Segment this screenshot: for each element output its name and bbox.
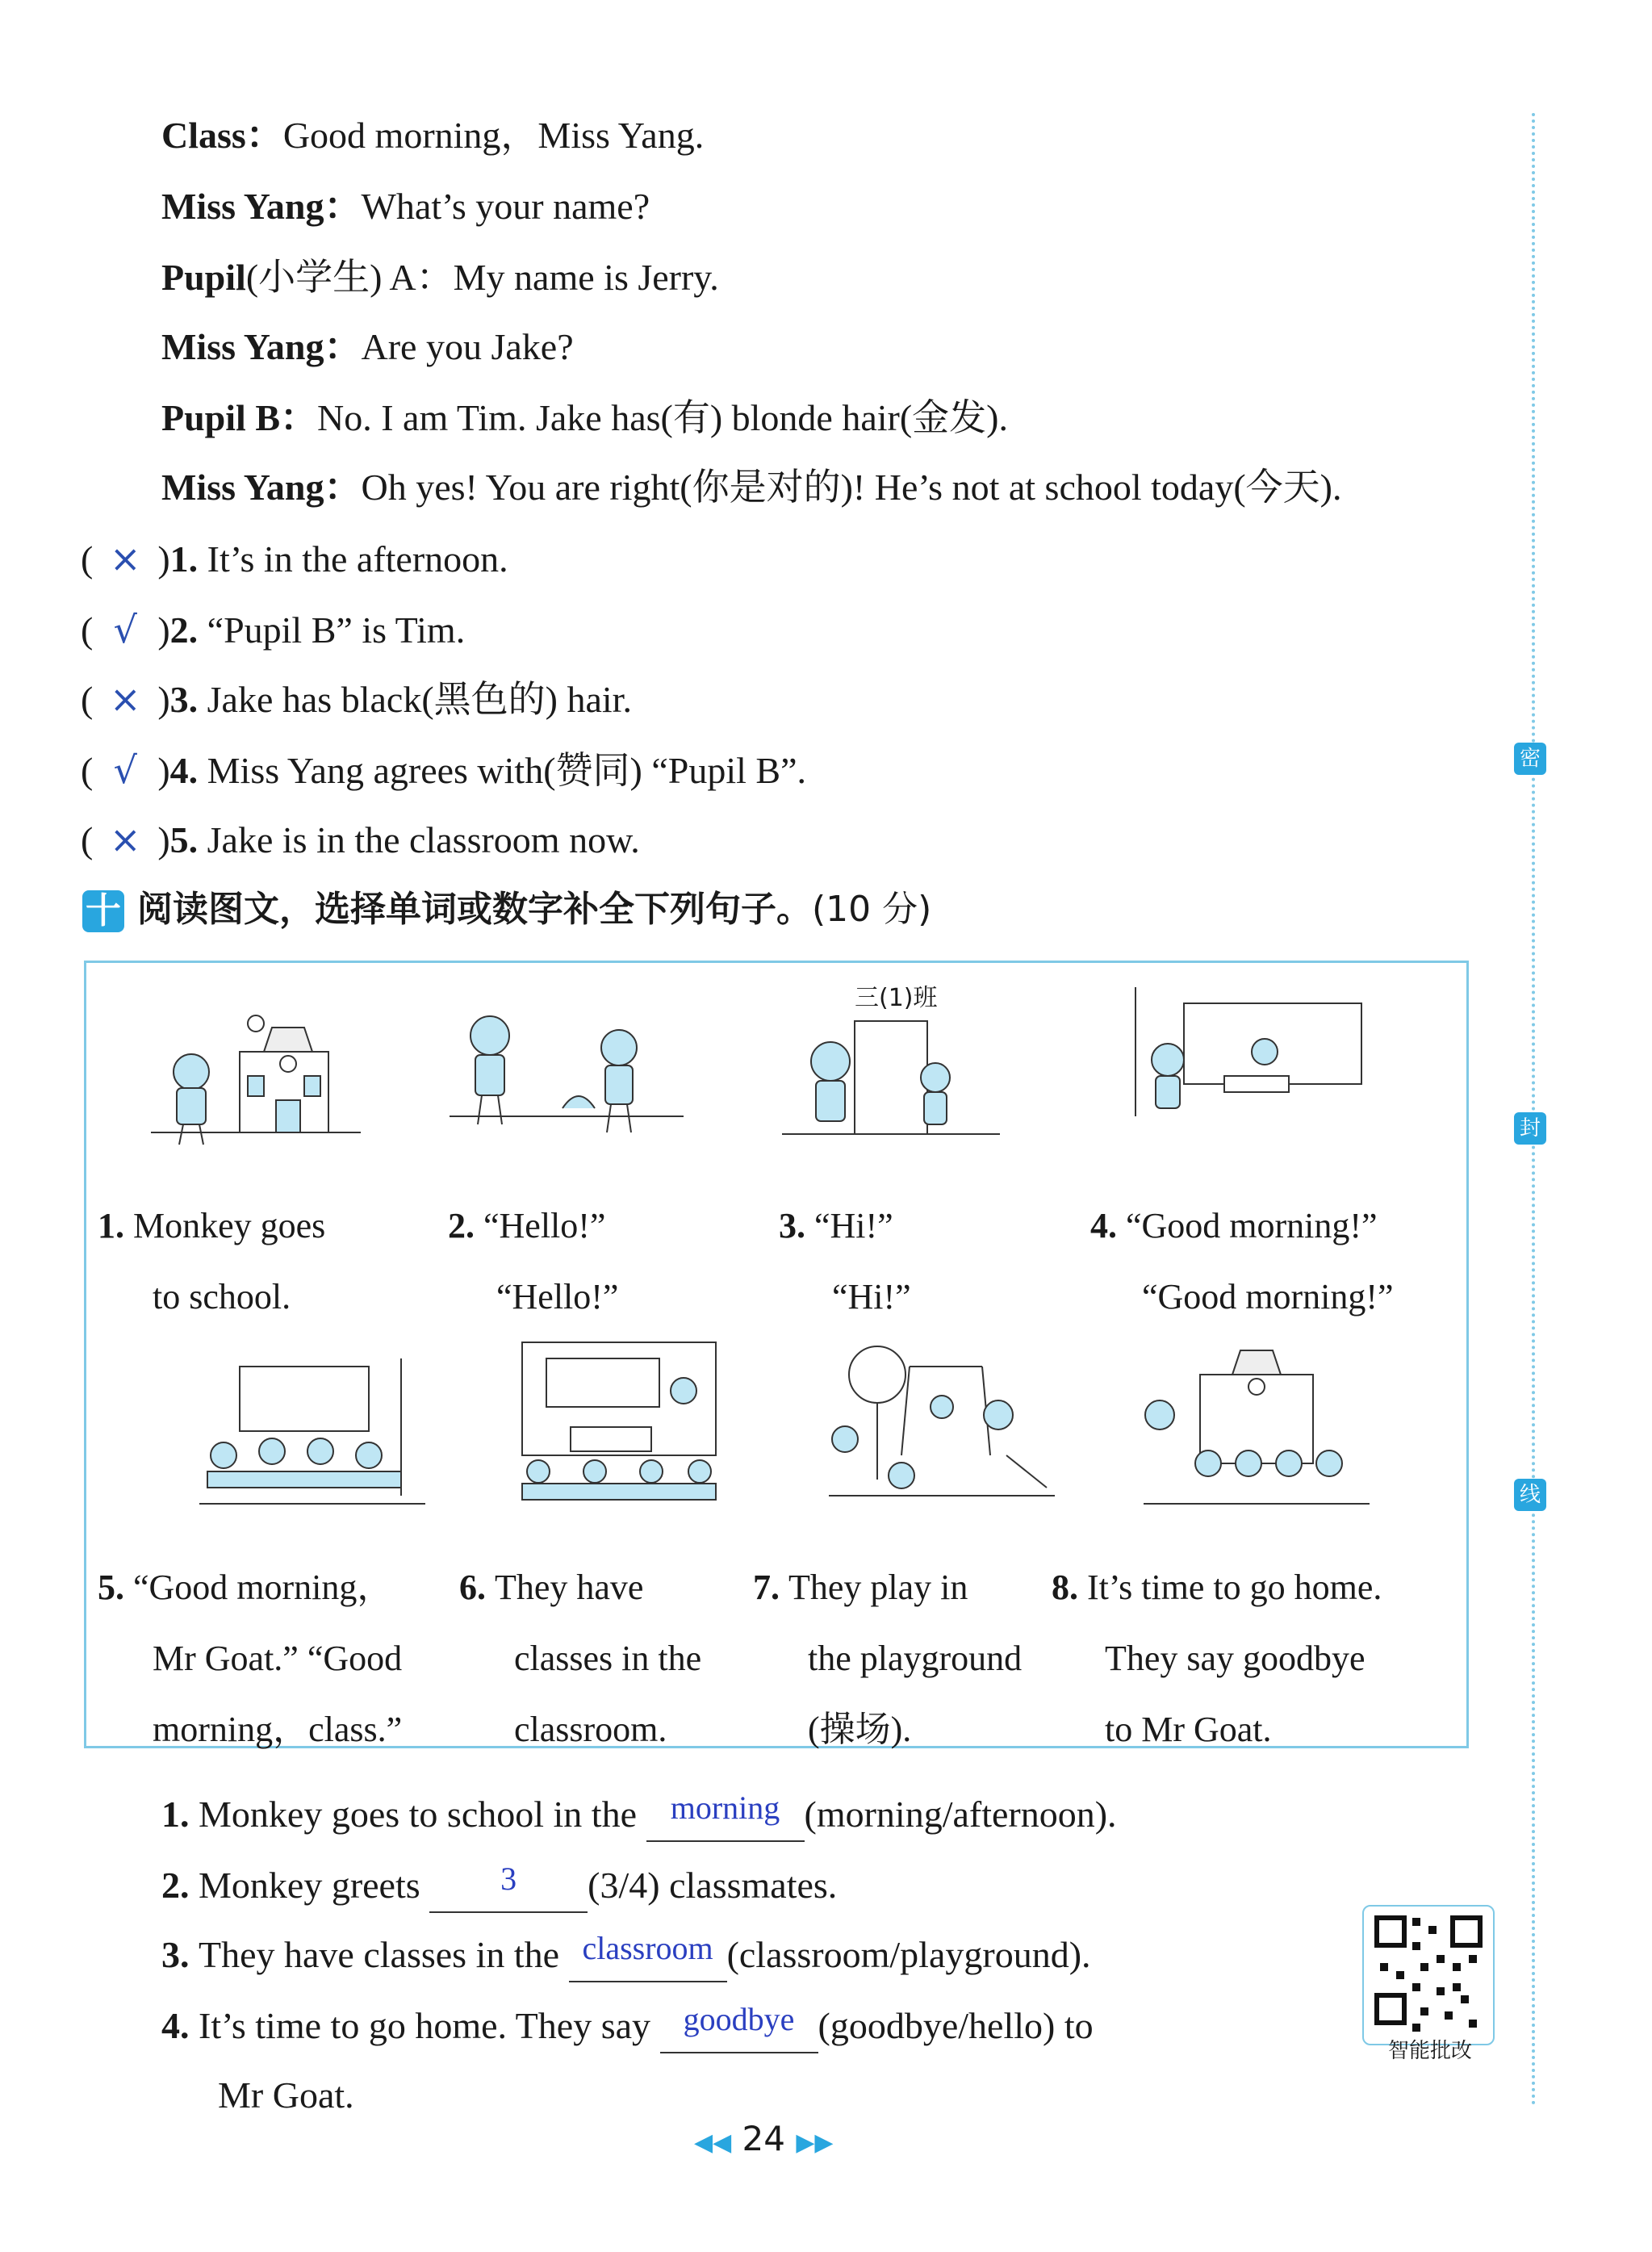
question-number: 2. (169, 609, 199, 651)
speaker: Miss Yang： (161, 467, 362, 508)
utterance: No. I am Tim. Jake has(有) blonde hair(金发). (317, 397, 1009, 438)
answer-blank (646, 1789, 805, 1842)
picture-3-hi (782, 1013, 1008, 1158)
caption-number: 4. (1090, 1206, 1117, 1245)
caption-6 (459, 1552, 701, 1765)
answer-blank (569, 1932, 727, 1982)
dialogue-line-3 (161, 253, 719, 302)
answer-mark: √ (113, 748, 137, 792)
picture-7-playground (821, 1334, 1063, 1520)
section-heading (82, 880, 931, 932)
question-text: It’s time to go home. They say (199, 2005, 651, 2046)
fill-question-1 (161, 1790, 1117, 1842)
statement: Jake has black(黑色的) hair. (207, 679, 632, 720)
caption-number: 6. (459, 1568, 486, 1607)
answer-mark: × (110, 677, 141, 721)
caption-line: (操场). (808, 1710, 912, 1749)
answer: goodbye (683, 2001, 795, 2037)
statement: “Pupil B” is Tim. (207, 609, 466, 651)
picture-5-greeting-teacher (191, 1350, 433, 1512)
caption-line: Monkey goes (133, 1206, 326, 1245)
question-number: 3. (169, 679, 199, 720)
caption-line: It’s time to go home. (1087, 1568, 1382, 1607)
judgment-1: ( × )1. It’s in the afternoon. (81, 534, 508, 584)
answer: classroom (582, 1930, 713, 1966)
options: (classroom/playground). (726, 1934, 1091, 1975)
answer-mark: √ (113, 608, 137, 651)
caption-line: the playground (808, 1639, 1023, 1678)
caption-line: “Good morning， (133, 1568, 393, 1607)
speaker: Pupil (161, 257, 246, 298)
margin-tag-mi: 密 (1514, 743, 1546, 775)
caption-line: classroom. (514, 1710, 667, 1749)
question-number: 4. (169, 750, 199, 791)
dialogue-line-1 (161, 111, 704, 160)
question-number: 1. (169, 538, 199, 580)
caption-line: Mr Goat.” “Good (153, 1639, 403, 1678)
caption-number: 3. (779, 1206, 805, 1245)
caption-1 (98, 1191, 325, 1333)
question-text: Monkey goes to school in the (199, 1794, 637, 1835)
caption-line: They have (495, 1568, 644, 1607)
qr-label: 智能批改 (1387, 2039, 1472, 2063)
caption-number: 7. (753, 1568, 780, 1607)
dialogue-line-5 (161, 394, 1008, 442)
question-number: 3. (161, 1934, 190, 1975)
caption-line: classes in the (514, 1639, 702, 1678)
picture-8-go-home (1135, 1342, 1378, 1520)
answer-mark: × (110, 818, 141, 861)
caption-line: “Hi!” (832, 1277, 911, 1316)
judgment-5: ( × )5. Jake is in the classroom now. (81, 815, 640, 864)
picture-story-box (84, 961, 1469, 1748)
dialogue-line-4 (161, 323, 574, 371)
fill-question-4 (161, 2002, 1094, 2053)
question-number: 5. (169, 819, 199, 860)
speaker: Miss Yang： (161, 186, 362, 227)
question-text: Monkey greets (199, 1865, 420, 1906)
answer-mark: × (110, 537, 141, 580)
answer: 3 (500, 1861, 517, 1897)
question-number: 4. (161, 2005, 190, 2046)
dialogue-line-6 (161, 463, 1341, 512)
answer: morning (670, 1789, 780, 1826)
caption-line: to school. (153, 1277, 291, 1316)
options: (morning/afternoon). (804, 1794, 1117, 1835)
judgment-4: ( √ )4. Miss Yang agrees with(赞同) “Pupil B”. (81, 746, 806, 795)
caption-line: They say goodbye (1105, 1639, 1366, 1678)
fill-question-4-continued: Mr Goat. (218, 2074, 354, 2116)
judgment-2: ( √ )2. “Pupil B” is Tim. (81, 605, 465, 655)
caption-line: “Good morning!” (1142, 1277, 1394, 1316)
caption-line: to Mr Goat. (1105, 1710, 1272, 1749)
caption-line: “Hi!” (814, 1206, 893, 1245)
statement: It’s in the afternoon. (207, 538, 508, 580)
speaker: Miss Yang： (161, 326, 362, 367)
dialogue-line-2 (161, 182, 650, 231)
picture-2-hello (441, 995, 700, 1157)
section-number-badge: 十 (82, 890, 124, 932)
answer-blank (429, 1863, 588, 1913)
page-number-value: 24 (742, 2119, 785, 2158)
caption-5 (98, 1552, 402, 1765)
next-arrow-icon: ▶▶ (796, 2129, 834, 2157)
fill-question-2 (161, 1861, 837, 1913)
caption-number: 1. (98, 1206, 124, 1245)
speaker: Class： (161, 115, 283, 156)
caption-4 (1090, 1191, 1394, 1333)
section-score: (10 分) (812, 889, 932, 930)
margin-tag-xian: 线 (1514, 1479, 1546, 1511)
section-title: 阅读图文，选择单词或数字补全下列句子。 (137, 889, 812, 930)
margin-tag-feng: 封 (1514, 1112, 1546, 1145)
caption-line: They play in (788, 1568, 968, 1607)
caption-number: 2. (448, 1206, 475, 1245)
caption-2 (448, 1191, 618, 1333)
caption-number: 8. (1052, 1568, 1078, 1607)
caption-3 (779, 1191, 911, 1333)
utterance: What’s your name? (361, 186, 650, 227)
speaker: Pupil B： (161, 397, 318, 438)
caption-7 (753, 1552, 1022, 1765)
prev-arrow-icon: ◀◀ (694, 2129, 732, 2157)
statement: Miss Yang agrees with(赞同) “Pupil B”. (207, 750, 807, 791)
question-number: 1. (161, 1794, 190, 1835)
utterance: Good morning，Miss Yang. (282, 115, 705, 156)
utterance: (小学生) A：My name is Jerry. (245, 257, 719, 298)
utterance: Are you Jake? (361, 326, 574, 367)
caption-line: “Hello!” (483, 1206, 606, 1245)
picture-6-classroom (506, 1334, 732, 1520)
caption-number: 5. (98, 1568, 124, 1607)
statement: Jake is in the classroom now. (207, 819, 640, 860)
caption-line: “Good morning!” (1126, 1206, 1378, 1245)
options: (goodbye/hello) to (818, 2005, 1094, 2046)
caption-8 (1052, 1552, 1382, 1765)
caption-line: “Hello!” (496, 1277, 619, 1316)
qr-code-icon[interactable] (1362, 1905, 1495, 2045)
picture-4-good-morning (1119, 979, 1378, 1141)
fill-question-3 (161, 1931, 1091, 1982)
picture-1-school (151, 1003, 441, 1157)
utterance: Oh yes! You are right(你是对的)! He’s not at school today(今天). (361, 467, 1342, 508)
options: (3/4) classmates. (588, 1865, 838, 1906)
question-text: They have classes in the (199, 1934, 560, 1975)
answer-blank (660, 2003, 818, 2053)
question-number: 2. (161, 1865, 190, 1906)
judgment-3: ( × )3. Jake has black(黑色的) hair. (81, 675, 632, 724)
binding-line (1532, 113, 1535, 2107)
caption-line: morning，class.” (153, 1710, 403, 1749)
class-sign: 三(1)班 (855, 984, 938, 1012)
page-number (694, 2119, 833, 2158)
